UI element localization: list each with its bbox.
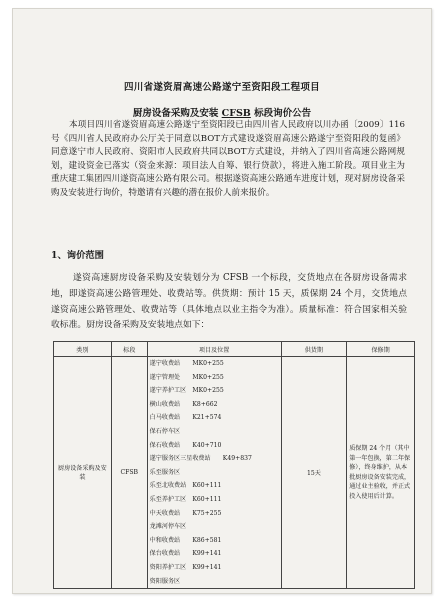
list-item: 横山收费站 K8+662: [149, 400, 218, 408]
header-lot: 标段: [111, 342, 147, 357]
table-header-row: [54, 342, 415, 357]
category-cell: 厨房设备采购及安装: [54, 357, 112, 589]
scanned-document-page: [12, 8, 432, 594]
list-item: 龙滩河停车区: [149, 523, 187, 531]
project-title: 四川省遂资眉高速公路遂宁至资阳段工程项目: [123, 82, 320, 93]
notice-title-post: 标段询价公告: [250, 108, 312, 119]
list-item: 保石收费站 K40+710: [149, 441, 222, 449]
notice-title-pre: 厨房设备采购及安装: [132, 108, 222, 119]
header-supply-period: 供货期: [281, 342, 347, 357]
list-item: 中天收费站 K75+255: [149, 509, 222, 517]
header-items: 项目及位置: [147, 342, 281, 357]
warranty-cell: 质保期 24 个月（其中第一年包换，第二年保修），终身维护，从本批厨房设备安装完成，通过业主验收，并正式投入使用后计算。: [347, 357, 415, 589]
list-item: 乐至养护工区 K60+111: [149, 495, 222, 503]
list-item: 白马收费站 K21+574: [149, 414, 222, 422]
list-item: 遂宁管理处 MK0+255: [149, 373, 224, 381]
items-cell: [147, 357, 281, 589]
scope-paragraph: 遂资高速厨房设备采购及安装划分为 CFSB 一个标段，交货地点在各厨房设备需求地，即遂资高速公路管理处、收费站等。供货期：预计 15 天，质保期 24 个月，交货地点遂资高速公路管理处、收费站等（具体地点以业主指令为准）。质量标准：符合国家相关验收标准。厨房设备采购及安装地点如下：: [51, 273, 407, 331]
table-row: [54, 357, 415, 589]
list-item: 遂宁养护工区 MK0+255: [149, 387, 224, 395]
equipment-location-table: [53, 341, 415, 589]
notice-title-code: CFSB: [221, 108, 251, 119]
lot-cell: CFSB: [111, 357, 147, 589]
list-item: 遂宁服务区三星收费站 K49+837: [149, 455, 252, 463]
list-item: 资阳养护工区 K99+141: [149, 563, 222, 571]
header-warranty: 保修期: [347, 342, 415, 357]
list-item: 保台收费站 K99+141: [149, 550, 222, 558]
list-item: 遂宁收费站 MK0+255: [149, 360, 224, 367]
notice-title: [13, 105, 431, 119]
section-1-heading: 1、询价范围: [51, 250, 104, 261]
list-item: 乐至北收费站 K60+111: [149, 482, 222, 490]
list-item: 保石停车区: [149, 427, 181, 435]
list-item: 乐至服务区: [149, 468, 181, 476]
supply-period-cell: 15天: [281, 357, 347, 589]
list-item: 资阳服务区: [149, 577, 181, 585]
header-category: 类别: [54, 342, 112, 357]
list-item: 中和收费站 K86+581: [149, 536, 222, 544]
intro-paragraph: 本项目四川省遂资眉高速公路遂宁至资阳段已由四川省人民政府以川办函〔2009〕116号《四川省人民政府办公厅关于同意以BOT方式建设遂资眉高速公路遂宁至资阳段的复函》同意遂宁市人民政府、资阳市人民政府共同以BOT方式建设，并纳入了四川省高速公路网规划，建设资金已落实（资金来源：项目法人自筹、银行贷款），将进入施工阶段。项目业主为重庆建工集团四川遂资高速公路有限公司。根据遂资高速公路通车进度计划，现对厨房设备采购及安装进行询价，特邀请有兴趣的潜在报价人前来报价。: [51, 120, 405, 198]
